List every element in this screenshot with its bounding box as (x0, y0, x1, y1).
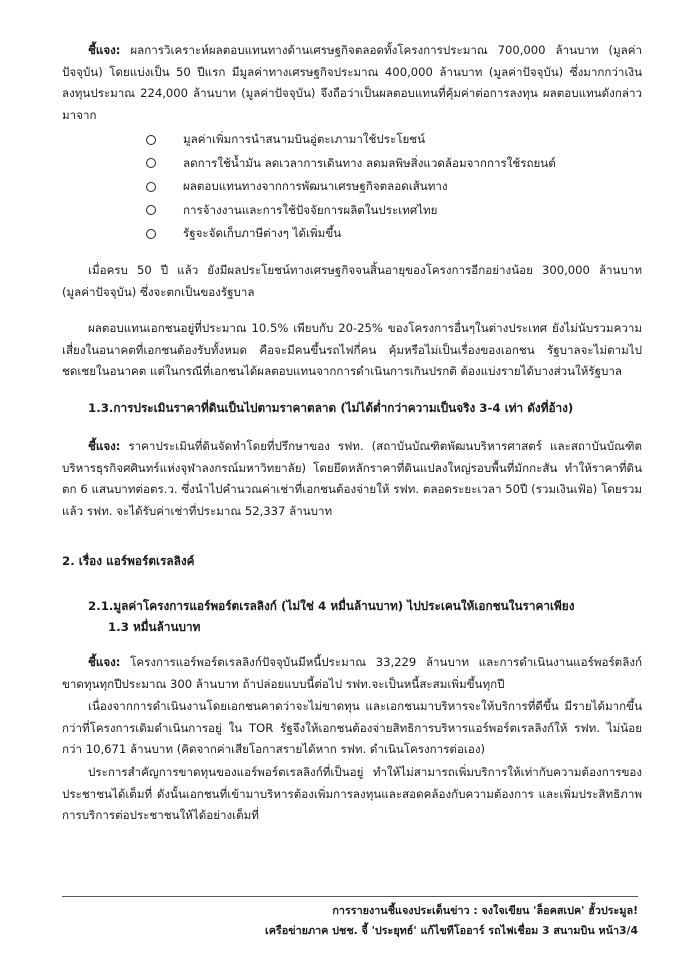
list-item: การจ้างงานและการใช้ปัจจัยการผลิตในประเทศไทย (146, 199, 556, 223)
clarification-label: ชี้แจง: (88, 439, 121, 453)
paragraph-service-improvement: ประการสำคัญการขาดทุนของแอร์พอร์ตเรลลิงก์ที่เป็นอยู่ ทำให้ไม่สามารถเพิ่มบริการให้เท่ากับความต้องการของประชาชนได้เต็มที่ ดังนั้นเอกชนที่เข้ามาบริหารต้องเพิ่มการลงทุนและสอดคล้องกับความต้องการ และเพิ่มประสิทธิภาพการบริการต่อประชาชนให้ได้อย่างเต็มที่ (62, 765, 642, 822)
clarification-label: ชี้แจง: (88, 43, 121, 57)
circle-bullet-icon (146, 205, 156, 215)
paragraph-after-50-years: เมื่อครบ 50 ปี แล้ว ยังมีผลประโยชน์ทางเศรษฐกิจจนสิ้นอายุของโครงการอีกอย่างน้อย 300,000 ล้านบาท (มูลค่าปัจจุบัน) ซึ่งจะตกเป็นของรัฐบาล (62, 263, 642, 299)
list-item: รัฐจะจัดเก็บภาษีต่างๆ ได้เพิ่มขึ้น (146, 222, 556, 246)
paragraph-text: โครงการแอร์พอร์ตเรลลิงก์ปัจจุบันมีหนี้ประมาณ 33,229 ล้านบาท และการดำเนินงานแอร์พอร์ตลิงก์ขาดทุนทุกปีประมาณ 300 ล้านบาท ถ้าปล่อยแบบนี้ต่อไป รฟท.จะเป็นหนี้สะสมเพิ่มขึ้นทุกปี (62, 655, 642, 691)
clarification-label: ชี้แจง: (88, 655, 121, 669)
footer-title: การรายงานชี้แจงประเด็นข่าว : จงใจเขียน 'ล็อคสเปค' ฮั้วประมูล! (332, 904, 638, 917)
benefit-list (146, 128, 556, 246)
paragraph-land-valuation (62, 436, 642, 522)
section-heading-2-1: 2.1.มูลค่าโครงการแอร์พอร์ตเรลลิงก์ (ไม่ใช่ 4 หมื่นล้านบาท) ไปประเคนให้เอกชนในราคาเพียง 1.3 หมื่นล้านบาท (88, 599, 575, 634)
footer-subtitle: เครือข่ายภาค ปชช. จี้ 'ประยุทธ์' แก้ไขทีโออาร์ รถไฟเชื่อม 3 สนามบิน หน้า3/4 (265, 924, 638, 937)
paragraph-text: ราคาประเมินที่ดินจัดทำโดยที่ปรึกษาของ รฟท. (สถาบันบัณฑิตพัฒนบริหารศาสตร์ และสถาบันบัณฑิตบริหารธุรกิจศศินทร์แห่งจุฬาลงกรณ์มหาวิทยาลัย) โดยยึดหลักราคาที่ดินแปลงใหญ่รอบพื้นที่มักกะสัน ทำให้ราคาที่ดินตก 6 แสนบาทต่อตร.ว. ซึ่งนำไปคำนวณค่าเช่าที่เอกชนต้องจ่ายให้ รฟท. ตลอดระยะเวลา 50ปี (รวมเงินเฟ้อ) โดยรวมแล้ว รฟท. จะได้รับค่าเช่าที่ประมาณ 52,337 ล้านบาท (62, 439, 642, 518)
circle-bullet-icon (146, 158, 156, 168)
circle-bullet-icon (146, 182, 156, 192)
paragraph-economic-return (62, 40, 642, 126)
paragraph-text: ผลการวิเคราะห์ผลตอบแทนทางด้านเศรษฐกิจตลอดทั้งโครงการประมาณ 700,000 ล้านบาท (มูลค่าปัจจุบัน) โดยแบ่งเป็น 50 ปีแรก มีมูลค่าทางเศรษฐกิจประมาณ 400,000 ล้านบาท (มูลค่าปัจจุบัน) ซึ่งมากกว่าเงินลงทุนประมาณ 224,000 ล้านบาท (มูลค่าปัจจุบัน) จึงถือว่าเป็นผลตอบแทนที่คุ้มค่าต่อการลงทุน ผลตอบแทนดังกล่าวมาจาก (62, 43, 642, 122)
paragraph-private-return: ผลตอบแทนเอกชนอยู่ที่ประมาณ 10.5% เพียบกับ 20-25% ของโครงการอื่นๆในต่างประเทศ ยังไม่นับรวมความเสี่ยงในอนาคตที่เอกชนต้องรับทั้งหมด คือจะมีคนขึ้นรถไฟกี่คน คุ้มหรือไม่เป็นเรื่องของเอกชน รัฐบาลจะไม่ตามไปชดเชยในอนาคต แต่ในกรณีที่เอกชนได้ผลตอบแทนจากการดำเนินการเกินปรกติ ต้องแบ่งรายได้บางส่วนให้รัฐบาล (62, 321, 642, 378)
circle-bullet-icon (146, 229, 156, 239)
section-heading-2: 2. เรื่อง แอร์พอร์ตเรลลิงค์ (62, 554, 195, 568)
paragraph-airport-link-debt (62, 652, 642, 695)
list-item: ลดการใช้น้ำมัน ลดเวลาการเดินทาง ลดมลพิษสิ่งแวดล้อมจากการใช้รถยนต์ (146, 152, 556, 176)
paragraph-private-operation: เนื่องจากการดำเนินงานโดยเอกชนคาดว่าจะไม่ขาดทุน และเอกชนมาบริหารจะให้บริการที่ดีขึ้น มีรายได้มากขึ้นกว่าที่โครงการเดิมดำเนินการอยู่ ใน TOR รัฐจึงให้เอกชนต้องจ่ายสิทธิการบริหารแอร์พอร์ตเรลลิงก์ให้ รฟท. ไม่น้อยกว่า 10,671 ล้านบาท (คิดจากค่าเสียโอกาสรายได้หาก รฟท. ดำเนินโครงการต่อเอง) (62, 699, 642, 756)
circle-bullet-icon (146, 135, 156, 145)
section-heading-1-3: 1.3.การประเมินราคาที่ดินเป็นไปตามราคาตลาด (ไม่ได้ต่ำกว่าความเป็นจริง 3-4 เท่า ดังที่อ้าง) (88, 401, 574, 415)
list-item: มูลค่าเพิ่มการนำสนามบินอู่ตะเภามาใช้ประโยชน์ (146, 128, 556, 152)
list-item: ผลตอบแทนทางจากการพัฒนาเศรษฐกิจตลอดเส้นทาง (146, 175, 556, 199)
footer-divider (62, 896, 638, 897)
